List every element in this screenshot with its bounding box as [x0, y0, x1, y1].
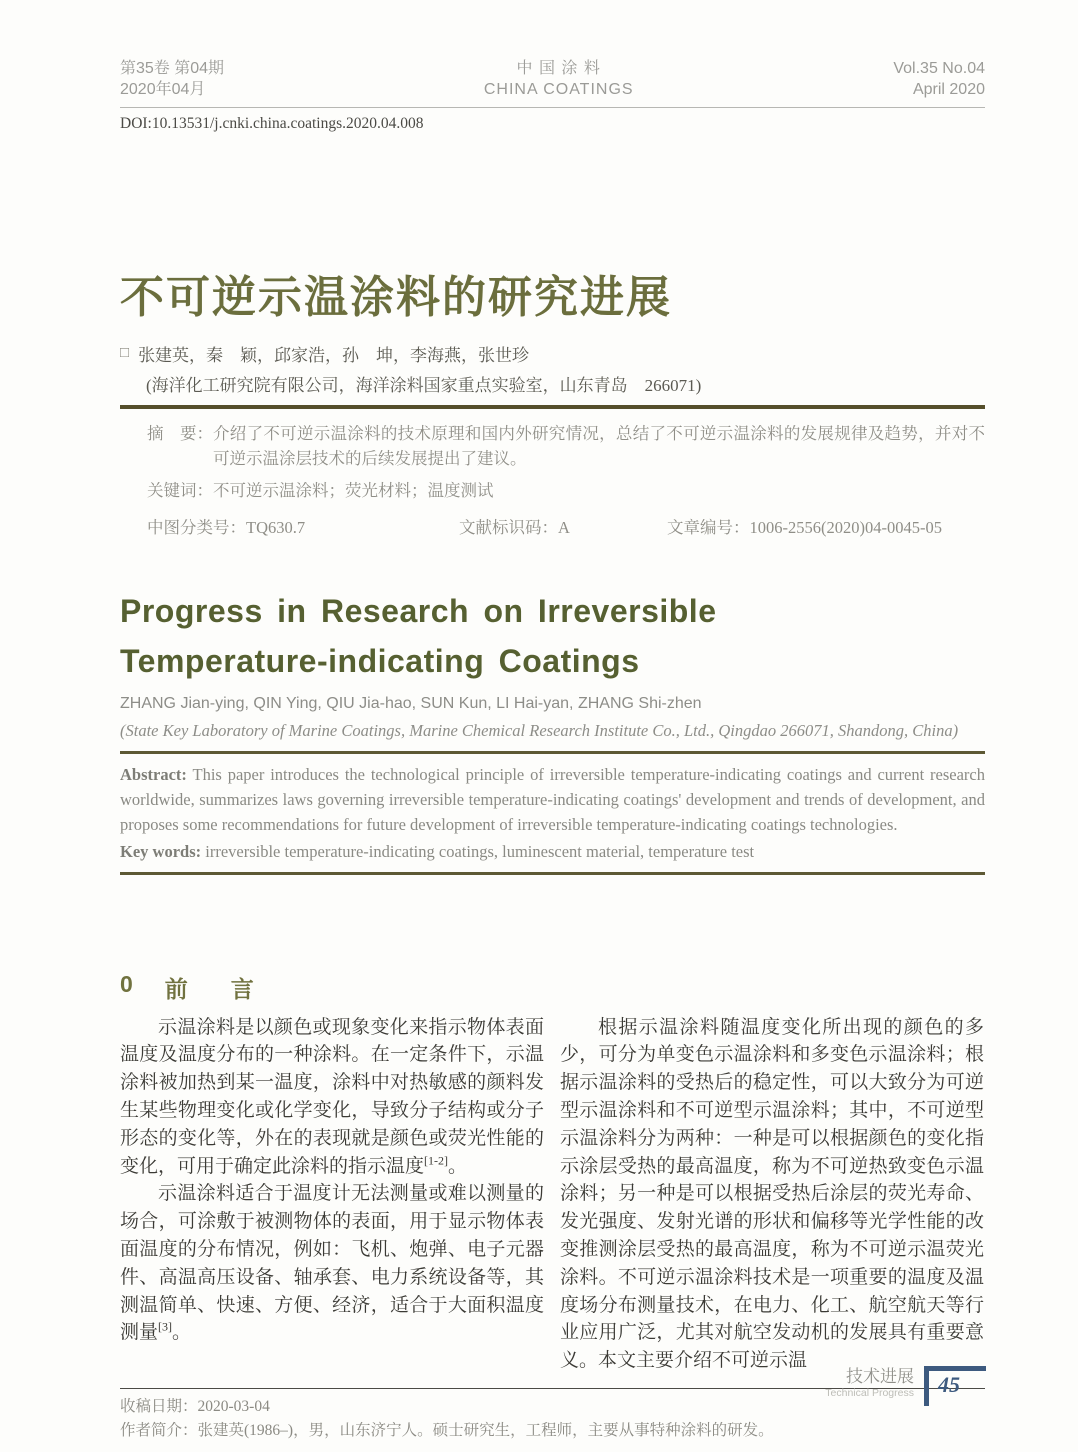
divider-below-keywords [120, 872, 985, 875]
paragraph-text: 根据示温涂料随温度变化所出现的颜色的多少，可分为单变色示温涂料和多变色示温涂料；根据示温涂料的受热后的稳定性，可以大致分为可逆型示温涂料和不可逆型示温涂料；其中，不可逆型示温涂料分为两种：一种是可以根据颜色的变化指示涂层受热的最高温度，称为不可逆热致变色示温涂料；另一种是可以根据受热后涂层的荧光寿命、发光强度、发射光谱的形状和偏移等光学性能的改变推测涂层受热的最高温度，称为不可逆示温荧光涂料。不可逆示温涂料技术是一项重要的温度及温度场分布测量技术，在电力、化工、航空航天等行业应用广泛，尤其对航空发动机的发展具有重要意义。本文主要介绍不可逆示温 [560, 1016, 984, 1372]
header-journal-name [484, 58, 634, 100]
keywords-label-cn: 关键词： [147, 480, 213, 500]
author-bio-line [120, 1419, 985, 1443]
article-id-value: 1006-2556(2020)04-0045-05 [749, 517, 942, 537]
authors-line-cn [120, 341, 985, 366]
paragraph [120, 1014, 544, 1181]
keywords-cn: 不可逆示温涂料；荧光材料；温度测试 [213, 480, 494, 500]
doc-code-value: A [558, 517, 570, 537]
section-title: 前 言 [164, 975, 264, 1002]
article-title-cn: 不可逆示温涂料的研究进展 [120, 273, 672, 322]
journal-header [120, 58, 985, 108]
clc-label: 中图分类号： [147, 517, 246, 537]
abstract-text-en: This paper introduces the technological principle of irreversible temperature-indicating coatings and current research worldwide, summarizes laws governing irreversible temperature-indicating coatings' development and trends of development, and proposes some recommendations for future development of irreversible temperature-indicating coatings technologies. [120, 764, 985, 834]
paragraph-text: 示温涂料是以颜色或现象变化来指示物体表面温度及温度分布的一种涂料。在一定条件下，示温涂料被加热到某一温度，涂料中对热敏感的颜料发生某些物理变化或化学变化，导致分子结构或分子形态的变化等，外在的表现就是颜色或荧光性能的变化，可用于确定此涂料的指示温度 [120, 1016, 544, 1177]
section-heading [120, 971, 985, 1004]
clc-item [147, 515, 459, 540]
body-column-right [560, 1014, 984, 1375]
bio-label: 作者简介： [120, 1421, 198, 1439]
article-title-en [120, 586, 985, 686]
abstract-block-cn [147, 421, 985, 540]
divider-above-abstract [120, 405, 985, 409]
paragraph-tail: 。 [448, 1155, 468, 1177]
keywords-en: irreversible temperature-indicating coatings, luminescent material, temperature test [205, 841, 755, 861]
keywords-label-en: Key words: [120, 841, 202, 861]
body-columns [120, 1014, 985, 1375]
doi-line: DOI:10.13531/j.cnki.china.coatings.2020.04.008 [120, 115, 424, 132]
affiliation-en: (State Key Laboratory of Marine Coatings, Marine Chemical Research Institute Co., Ltd., Qingdao 266071, Shandong, China) [120, 720, 959, 740]
header-issue [120, 58, 224, 100]
paragraph-text: 示温涂料适合于温度计无法测量或难以测量的场合，可涂敷于被测物体的表面，用于显示物体表面温度的分布情况，例如：飞机、炮弹、电子元器件、高温高压设备、轴承套、电力系统设备等，其测温简单、快速、方便、经济，适合于大面积温度测量 [120, 1183, 544, 1344]
author-marker-icon: □ [120, 344, 130, 361]
footer-section-cn: 技术进展 [846, 1367, 914, 1386]
paragraph [560, 1014, 984, 1375]
article-id-item [667, 515, 985, 540]
doc-code-item [459, 515, 667, 540]
citation-ref: [3] [158, 1320, 173, 1335]
footer-section-en: Technical Progress [825, 1387, 914, 1399]
header-volume-issue-en: Vol.35 No.04 [893, 60, 985, 77]
received-label: 收稿日期： [120, 1397, 198, 1415]
header-volume-issue-cn: 第35卷 第04期 [120, 60, 225, 77]
citation-ref: [1-2] [424, 1153, 449, 1168]
classification-row [147, 515, 985, 540]
clc-value: TQ630.7 [246, 517, 306, 537]
article-title-en-line2: Temperature-indicating Coatings [120, 642, 640, 679]
article-title-en-line1: Progress in Research on Irreversible [120, 592, 717, 629]
paragraph [120, 1180, 544, 1347]
abstract-row-cn [147, 421, 985, 471]
divider-above-abstract-en [120, 751, 985, 754]
footer-section-labels [825, 1366, 914, 1400]
received-date: 2020-03-04 [197, 1397, 270, 1415]
abstract-text-cn: 介绍了不可逆示温涂料的技术原理和国内外研究情况，总结了不可逆示温涂料的发展规律及趋势，并对不可逆示温涂层技术的后续发展提出了建议。 [213, 423, 985, 468]
page-footer [825, 1366, 986, 1406]
bio-text: 张建英(1986–)，男，山东济宁人。硕士研究生，工程师，主要从事特种涂料的研发。 [197, 1421, 774, 1439]
page-number-bracket [924, 1366, 986, 1406]
keywords-row-cn [147, 478, 985, 503]
doc-code-label: 文献标识码： [459, 517, 558, 537]
authors-en: ZHANG Jian-ying, QIN Ying, QIU Jia-hao, SUN Kun, LI Hai-yan, ZHANG Shi-zhen [120, 694, 702, 712]
page-number: 45 [938, 1372, 960, 1397]
abstract-label-cn: 摘 要： [147, 423, 213, 443]
header-date-cn: 2020年04月 [120, 81, 206, 98]
keywords-en-row [120, 839, 985, 864]
journal-name-en: CHINA COATINGS [483, 81, 634, 98]
header-issue-en [893, 58, 985, 100]
body-column-left [120, 1014, 544, 1375]
header-date-en: April 2020 [912, 81, 985, 98]
affiliation-cn: (海洋化工研究院有限公司，海洋涂料国家重点实验室，山东青岛 266071) [146, 375, 702, 395]
journal-name-cn: 中 国 涂 料 [516, 60, 601, 77]
article-id-label: 文章编号： [667, 517, 750, 537]
authors-cn: 张建英，秦 颖，邱家浩，孙 坤，李海燕，张世珍 [138, 345, 530, 365]
section-number: 0 [120, 970, 143, 997]
abstract-en [120, 762, 985, 837]
abstract-label-en: Abstract: [120, 764, 187, 784]
paragraph-tail: 。 [172, 1322, 192, 1344]
